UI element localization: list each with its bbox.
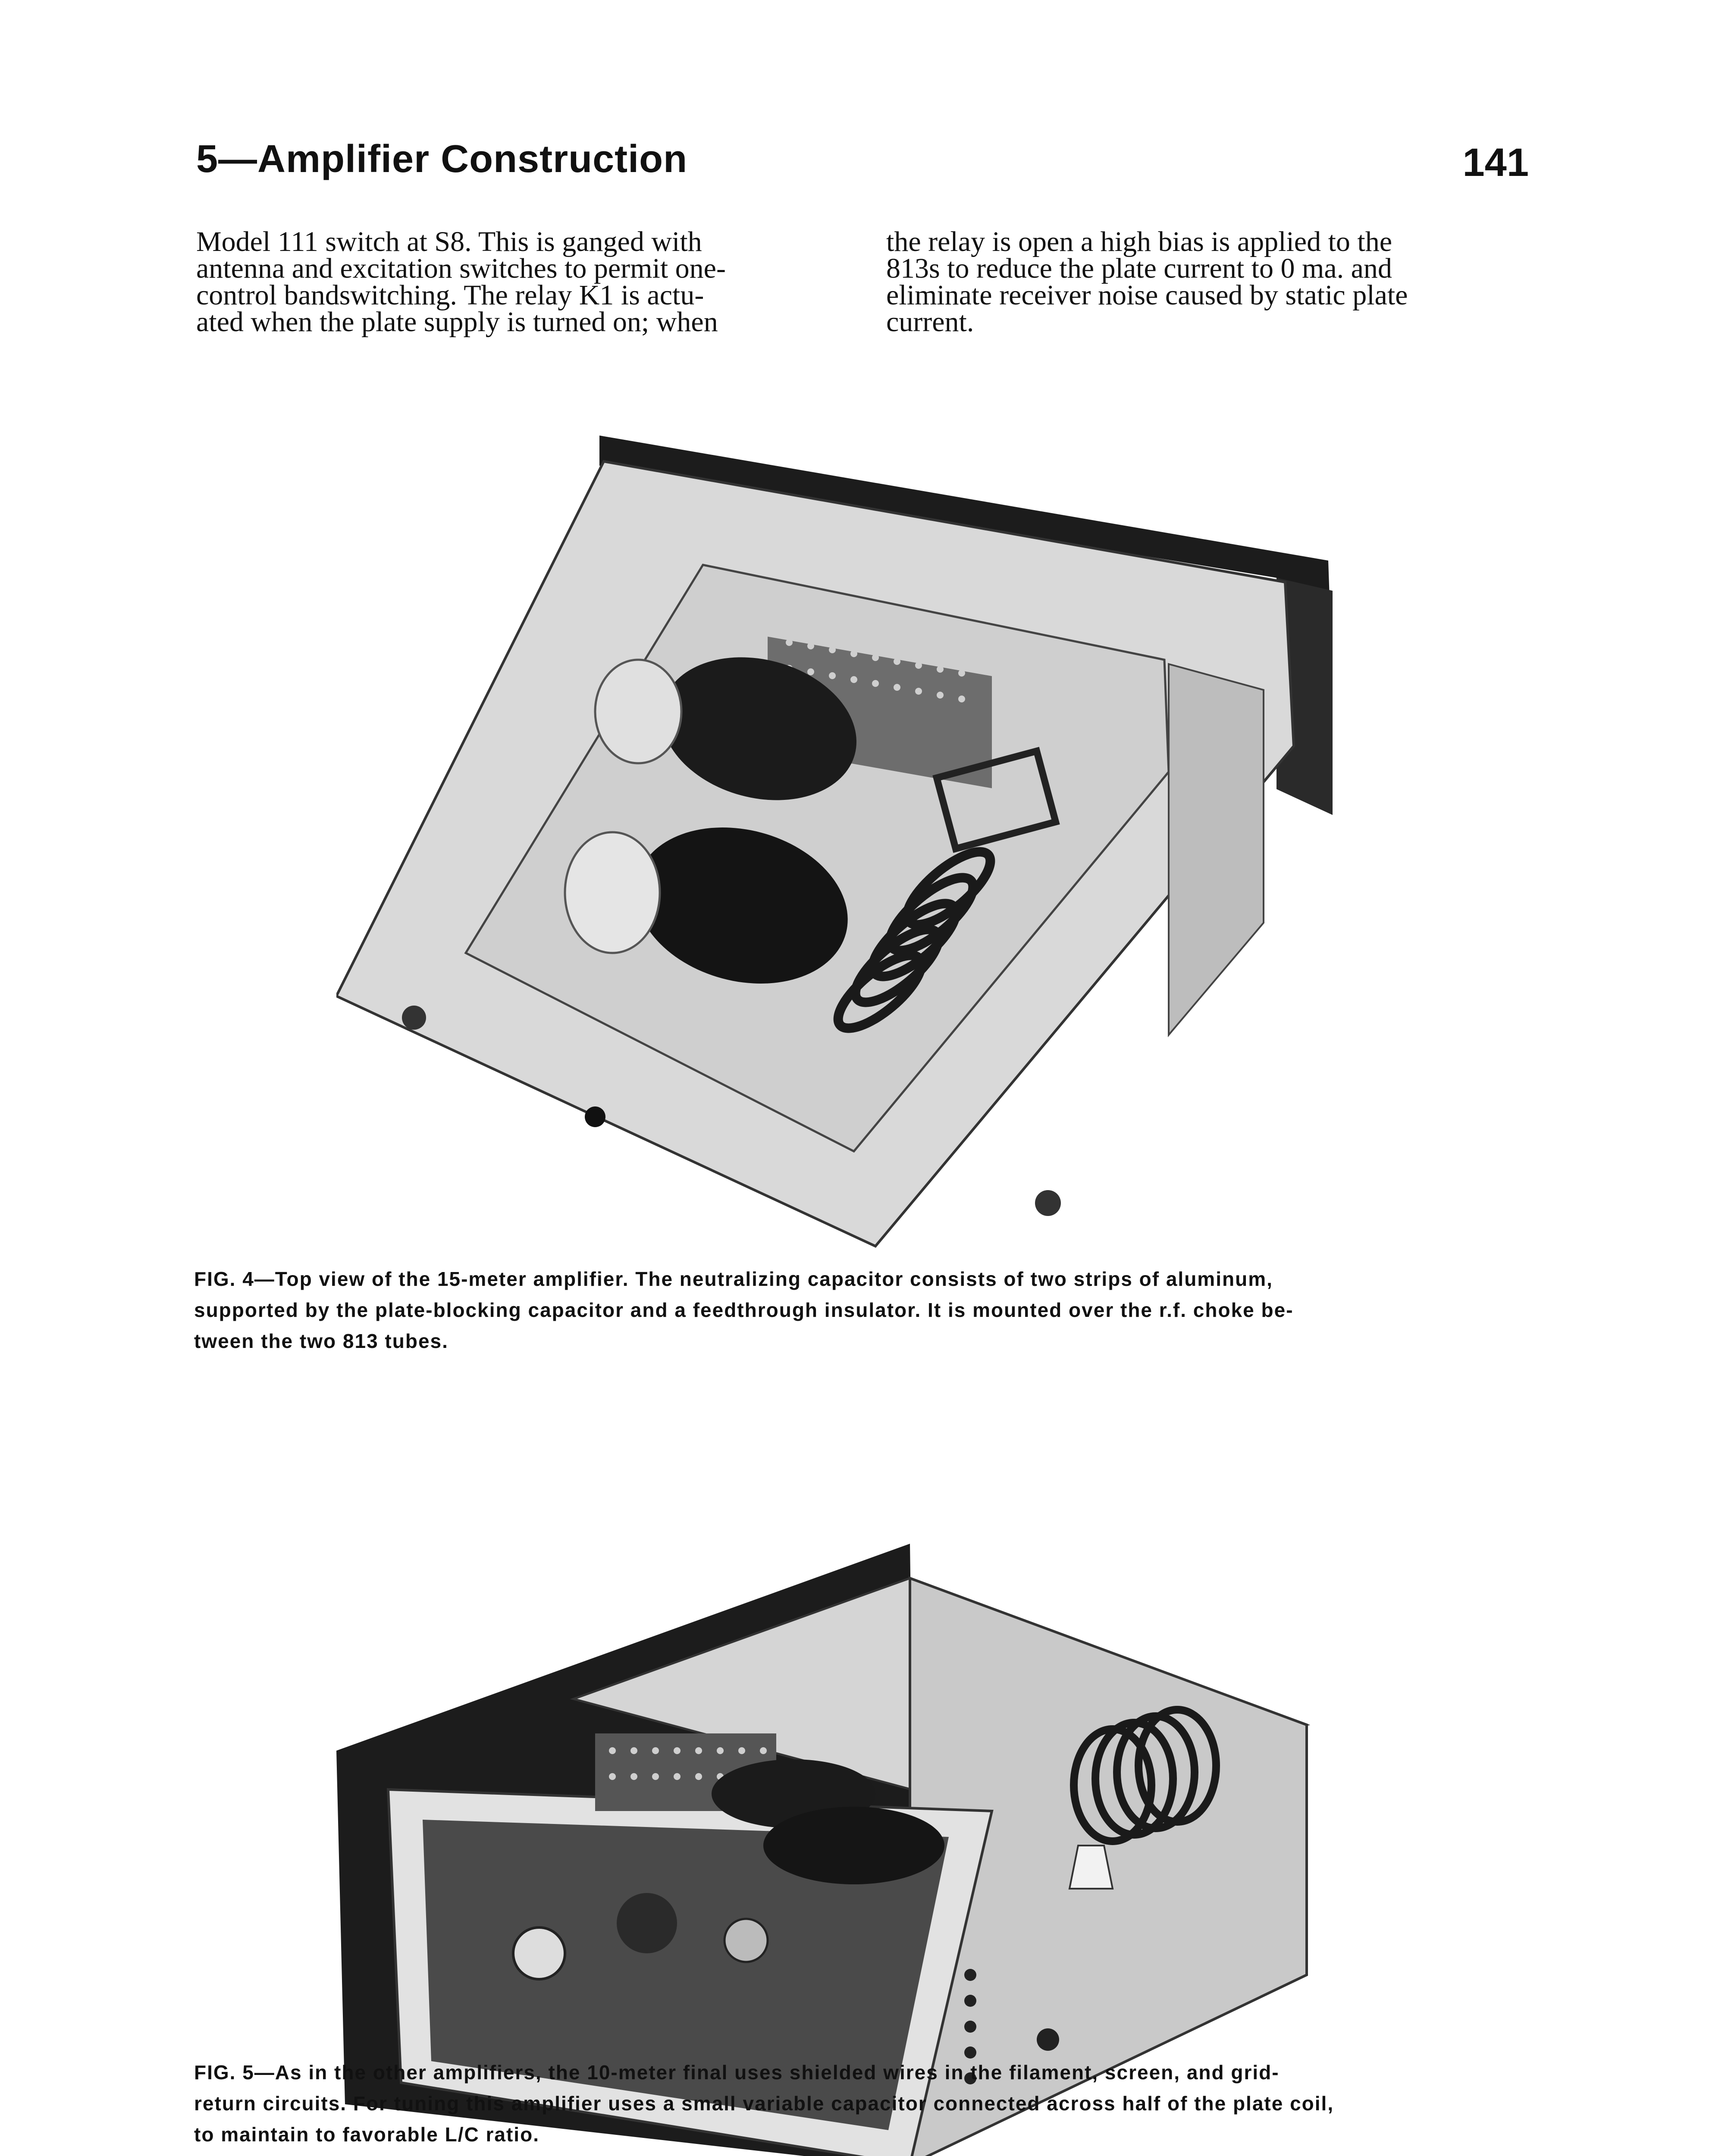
page-number: 141 [1462,141,1529,185]
fig5-caption [194,2057,1531,2150]
body-line: 813s to reduce the plate current to 0 ma. and [886,253,1392,284]
body-line: the relay is open a high bias is applied to the [886,226,1393,257]
body-text-left-column [196,226,843,338]
caption-line: to maintain to favorable L/C ratio. [194,2123,539,2146]
body-line: ated when the plate supply is turned on; when [196,306,718,338]
caption-line: FIG. 5—As in the other amplifiers, the 10-meter final uses shielded wires in the filament, screen, and grid- [194,2061,1280,2084]
fig4-caption [194,1263,1531,1357]
body-line: control bandswitching. The relay K1 is actu- [196,279,704,311]
caption-line: tween the two 813 tubes. [194,1330,448,1352]
body-line: eliminate receiver noise caused by static plate [886,279,1408,311]
body-line: antenna and excitation switches to permit one- [196,253,726,284]
caption-line: supported by the plate-blocking capacitor and a feedthrough insulator. It is mounted over the r.f. choke be- [194,1299,1294,1321]
caption-line: return circuits. For tuning this amplifier uses a small variable capacitor connected across half of the plate coil, [194,2092,1334,2115]
chapter-title: 5—Amplifier Construction [196,138,688,181]
caption-line: FIG. 4—Top view of the 15-meter amplifier. The neutralizing capacitor consists of two strips of aluminum, [194,1268,1273,1290]
body-text-right-column [886,226,1537,338]
body-line: current. [886,306,974,338]
fig4-amplifier-photo [336,436,1393,1259]
body-line: Model 111 switch at S8. This is ganged with [196,226,702,257]
